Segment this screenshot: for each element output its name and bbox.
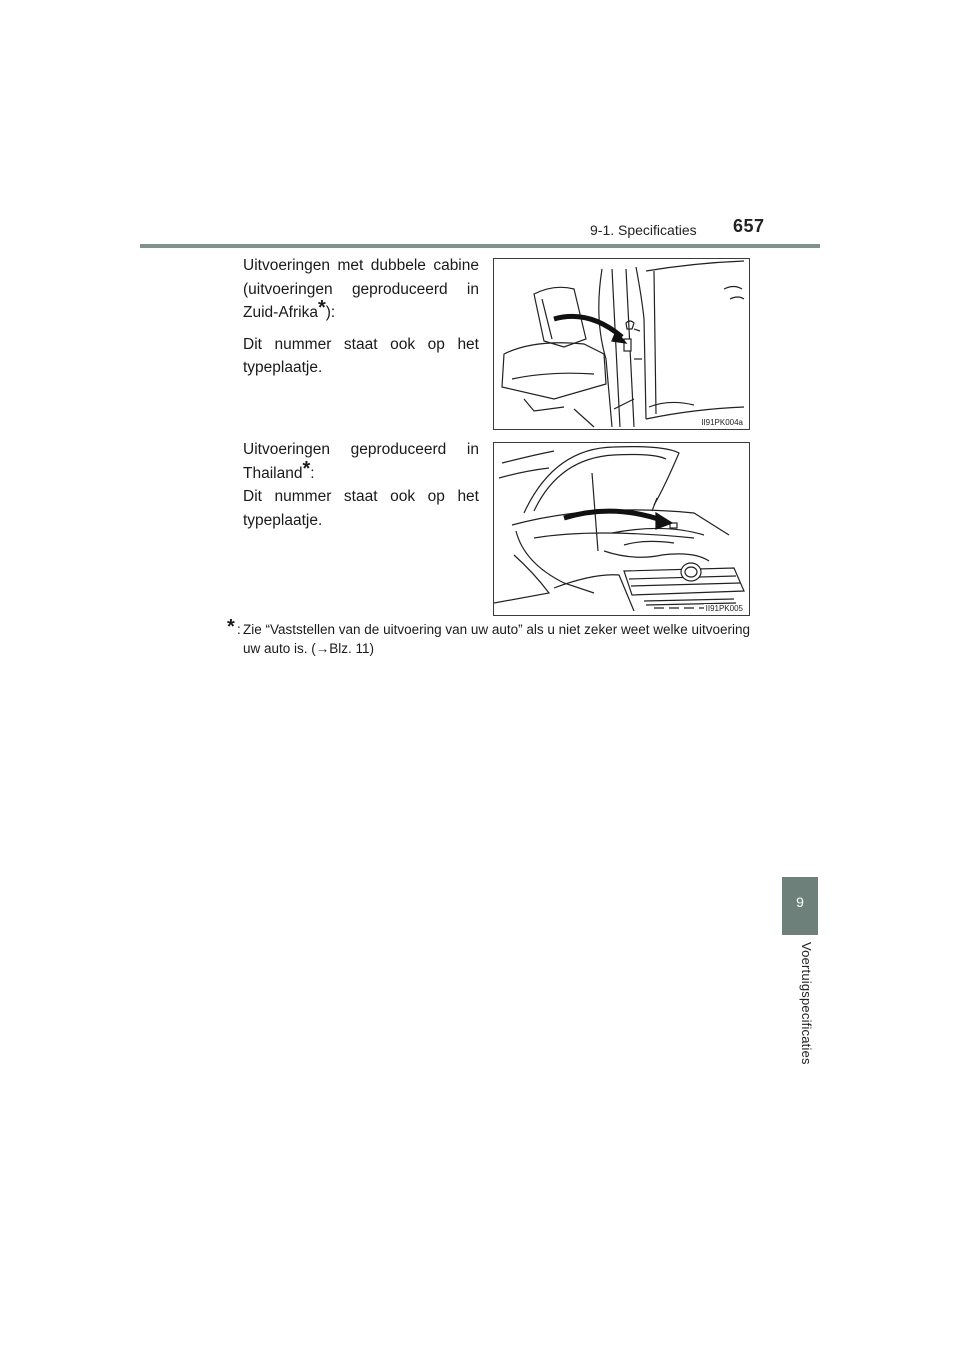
footnote	[227, 616, 767, 658]
figure-engine-bay	[493, 442, 750, 616]
figure-door-pillar-code: II91PK004a	[701, 418, 743, 427]
paragraph-thailand	[243, 438, 479, 540]
page-number: 657	[733, 216, 765, 236]
paragraph-thailand-note: Dit nummer staat ook op het typeplaatje.	[243, 488, 479, 529]
chapter-side-label: Voertuigspecificaties	[799, 942, 814, 1065]
footnote-text: Zie “Vaststellen van de uitvoering van uw auto” als u niet zeker weet welke uitvoering uw auto is. (→Blz. 11)	[243, 622, 751, 656]
header-section-title: 9-1. Specificaties	[590, 222, 697, 238]
paragraph-double-cabin-heading: Uitvoeringen met dubbele cabine (uitvoeringen geproduceerd in Zuid-Afrika*):	[243, 257, 479, 321]
chapter-tab	[782, 877, 818, 935]
footnote-marker: *	[317, 297, 326, 319]
figure-door-pillar	[493, 258, 750, 430]
footnote-marker: *	[302, 457, 311, 480]
footnote-colon: :	[237, 622, 241, 637]
header-rule	[140, 244, 820, 248]
footnote-star: *	[227, 616, 235, 638]
chapter-tab-number: 9	[796, 894, 804, 910]
figure-engine-bay-code: II91PK005	[705, 604, 743, 613]
paragraph-double-cabin-note: Dit nummer staat ook op het typeplaatje.	[243, 335, 479, 376]
paragraph-double-cabin	[243, 254, 479, 388]
paragraph-thailand-heading: Uitvoeringen geproduceerd in Thailand*:	[243, 441, 479, 482]
